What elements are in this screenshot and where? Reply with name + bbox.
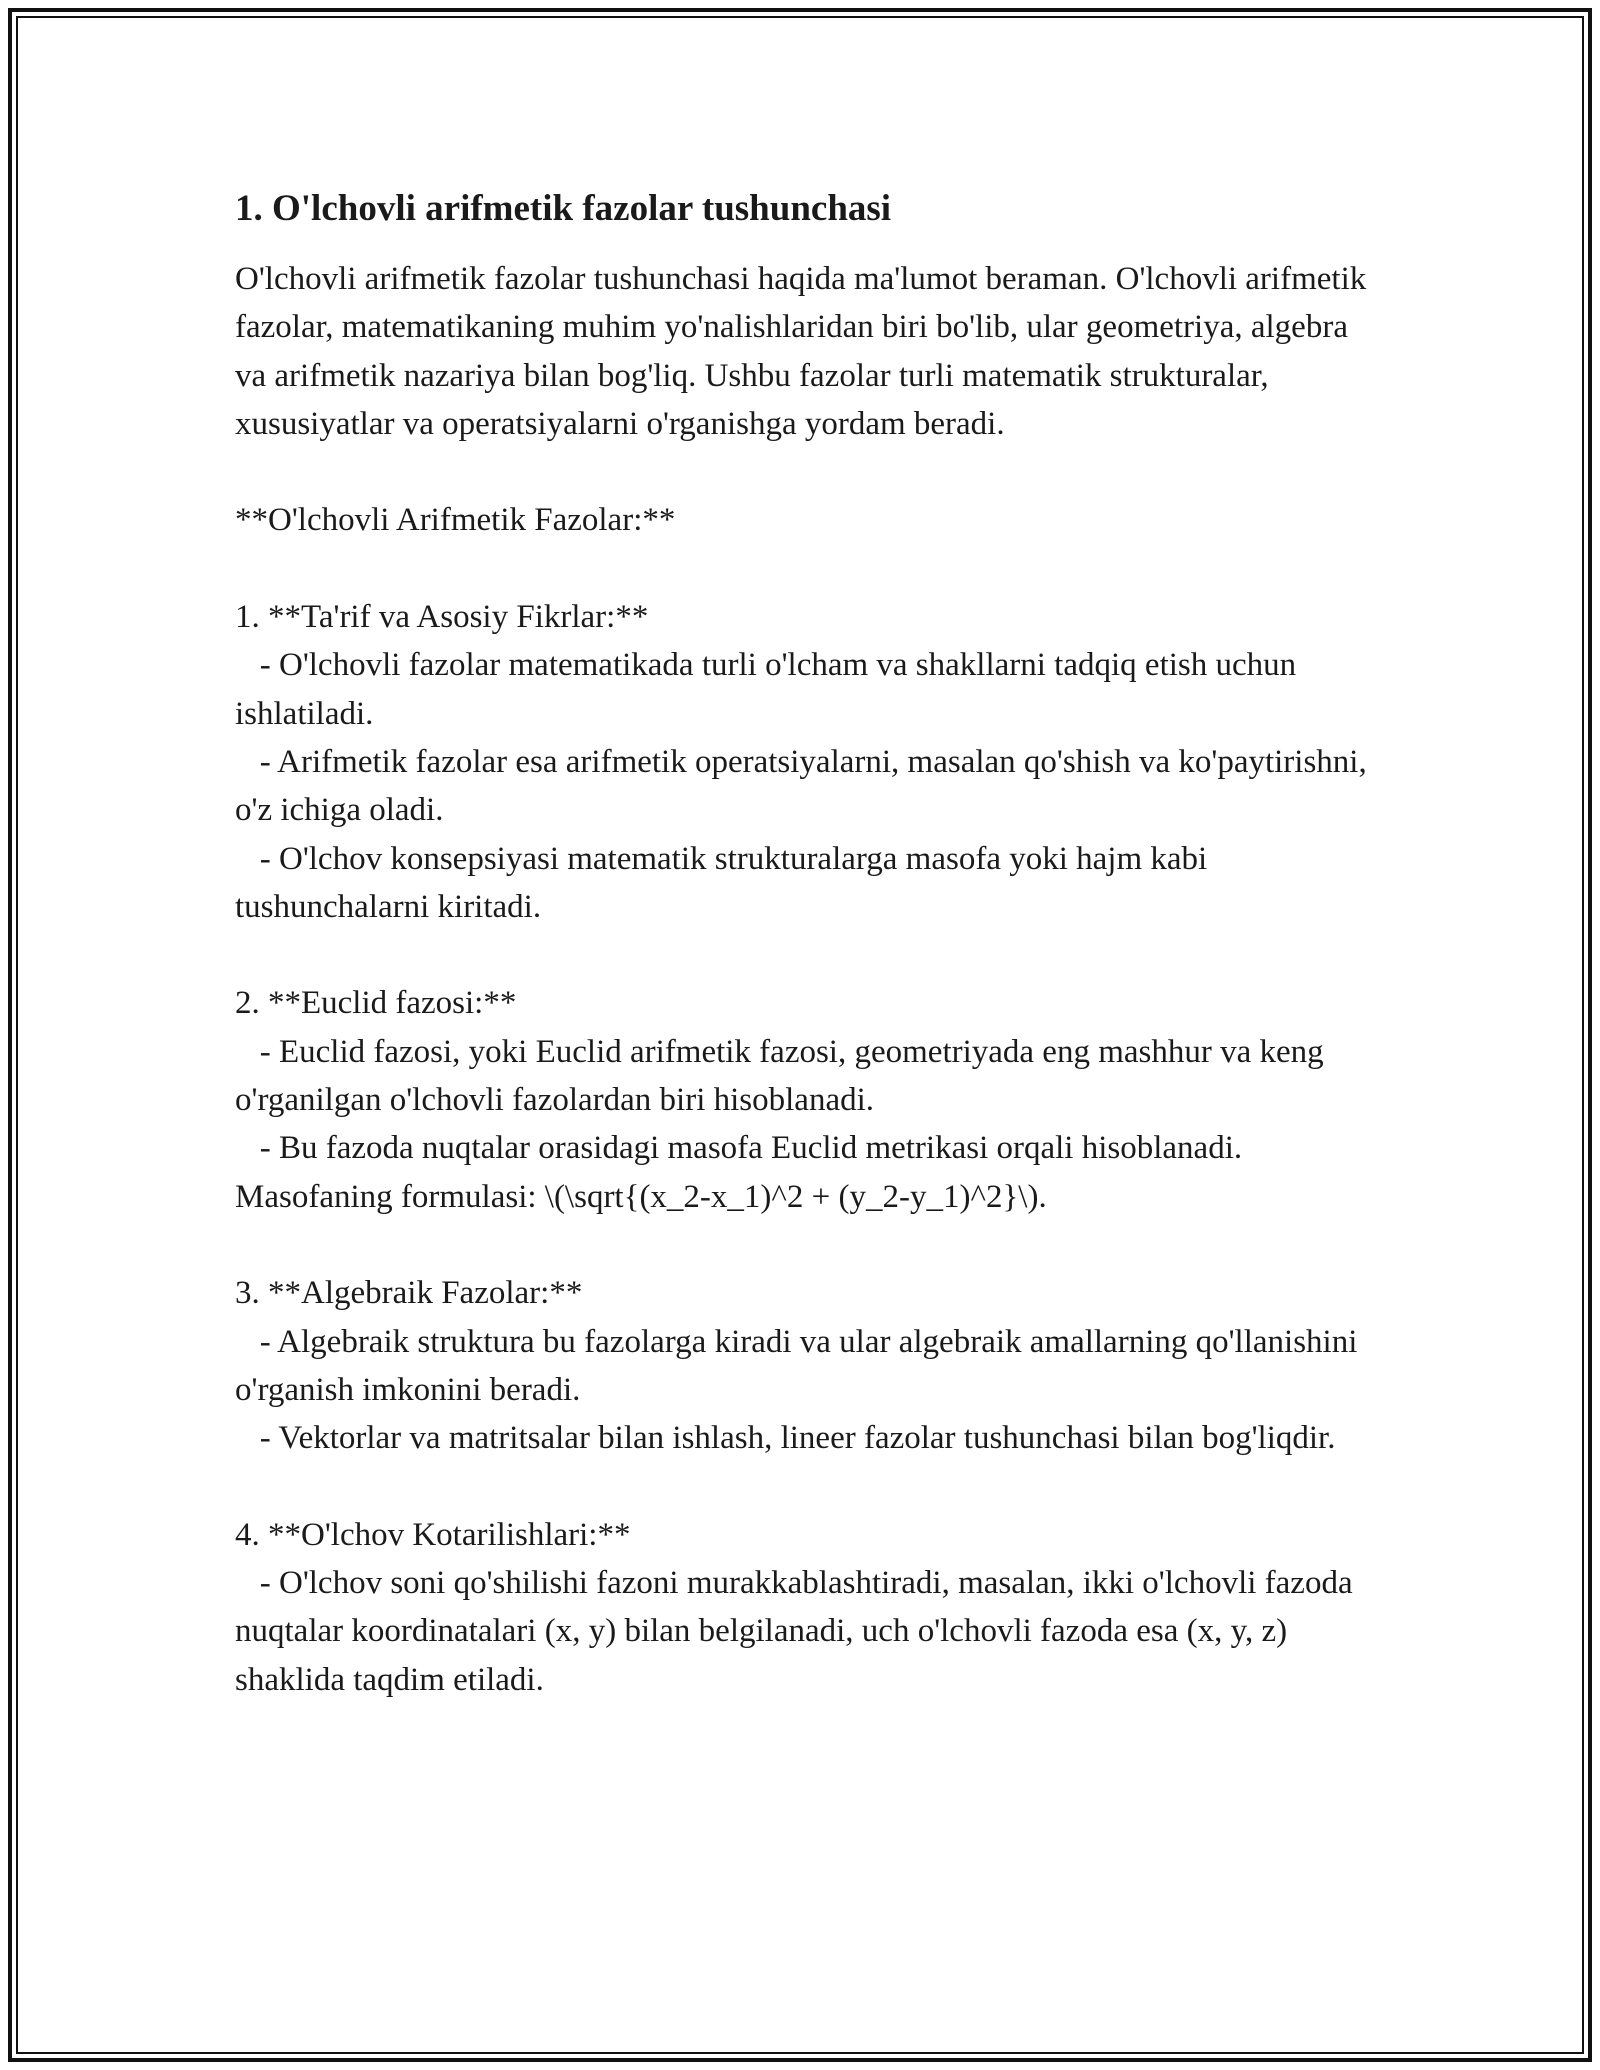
list-item-bullet: - Vektorlar va matritsalar bilan ishlash, lineer fazolar tushunchasi bilan bog'liqdir.	[235, 1420, 1336, 1457]
intro-paragraph: O'lchovli arifmetik fazolar tushunchasi haqida ma'lumot beraman. O'lchovli arifmetik fazolar, matematikaning muhim yo'nalishlaridan biri bo'lib, ular geometriya, algebra va arifmetik nazariya bilan bog'liq. Ushbu fazolar turli matematik strukturalar, xususiyatlar va operatsiyalarni o'rganishga yordam beradi.	[235, 261, 1375, 442]
document-title: 1. O'lchovli arifmetik fazolar tushunchasi	[235, 188, 892, 229]
list-item-bullet: - O'lchovli fazolar matematikada turli o'lcham va shakllarni tadqiq etish uchun ishlatiladi.	[235, 647, 1305, 732]
list-item-heading: 1. **Ta'rif va Asosiy Fikrlar:**	[235, 599, 649, 636]
list-item-bullet: - Algebraik struktura bu fazolarga kiradi va ular algebraik amallarning qo'llanishini o'rganish imkonini beradi.	[235, 1323, 1366, 1408]
list-item-bullet: - Bu fazoda nuqtalar orasidagi masofa Euclid metrikasi orqali hisoblanadi. Masofaning formulasi: \(\sqrt{(x_2-x_1)^2 + (y_2-y_1)^2}\).	[235, 1130, 1251, 1215]
document-body	[235, 185, 1375, 1704]
list-item-heading: 2. **Euclid fazosi:**	[235, 985, 517, 1022]
list-item-bullet: - Euclid fazosi, yoki Euclid arifmetik fazosi, geometriyada eng mashhur va keng o'rganilgan o'lchovli fazolardan biri hisoblanadi.	[235, 1033, 1332, 1119]
list-item-bullet: - Arifmetik fazolar esa arifmetik operatsiyalarni, masalan qo'shish va ko'paytirishni, o'z ichiga oladi.	[235, 743, 1375, 829]
list-item-heading: 4. **O'lchov Kotarilishlari:**	[235, 1516, 631, 1553]
section-heading: **O'lchovli Arifmetik Fazolar:**	[235, 502, 676, 539]
list-item-heading: 3. **Algebraik Fazolar:**	[235, 1275, 583, 1312]
list-item-bullet: - O'lchov soni qo'shilishi fazoni murakkablashtiradi, masalan, ikki o'lchovli fazoda nuqtalar koordinatalari (x, y) bilan belgilanadi, uch o'lchovli fazoda esa (x, y, z) shaklida taqdim etiladi.	[235, 1565, 1361, 1698]
list-item-bullet: - O'lchov konsepsiyasi matematik strukturalarga masofa yoki hajm kabi tushunchalarni kiritadi.	[235, 840, 1216, 925]
